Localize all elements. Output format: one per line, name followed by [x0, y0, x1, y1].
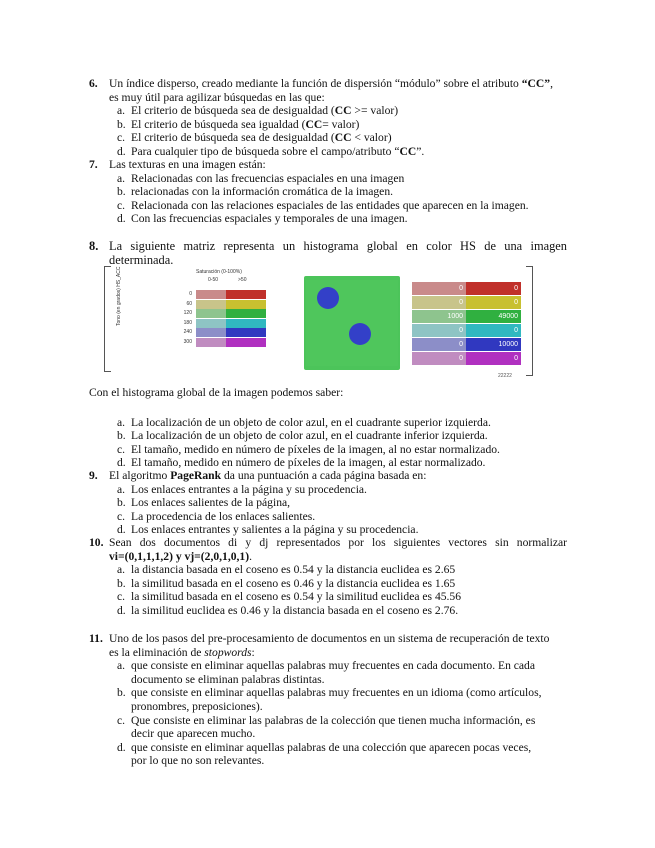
option-d: d. Con las frecuencias espaciales y temporales de una imagen.	[117, 212, 408, 226]
hue-row-label: 180	[183, 319, 192, 326]
hs-cell-high-sat	[226, 300, 266, 309]
question-number: 11.	[89, 632, 103, 645]
count-cell-high-sat: 0	[466, 324, 521, 337]
option-d: d. El tamaño, medido en número de píxeles de la imagen, al estar normalizado.	[117, 456, 486, 470]
histogram-figure	[89, 266, 567, 379]
option-a: a. La localización de un objeto de color azul, en el cuadrante superior izquierda.	[117, 415, 491, 429]
option-b: b. Los enlaces salientes de la página,	[117, 496, 291, 510]
question-8	[89, 239, 567, 267]
col-header-high: >50	[238, 277, 247, 283]
hs-histogram-legend	[104, 266, 290, 370]
question-stem-cont: es la eliminación de stopwords:	[109, 645, 255, 659]
option-b: b. El criterio de búsqueda sea igualdad (CC= valor)	[117, 117, 360, 131]
option-c: c. Que consiste en eliminar las palabras de la colección que tienen mucha información, es decir que aparecen mucho.	[117, 713, 536, 741]
question-number: 10.	[89, 536, 104, 549]
option-a: a. El criterio de búsqueda sea de desigualdad (CC >= valor)	[117, 104, 399, 118]
question-number: 7.	[89, 158, 98, 171]
option-d: d. Para cualquier tipo de búsqueda sobre el campo/atributo “CC”.	[117, 144, 425, 158]
option-b: b. La localización de un objeto de color azul, en el cuadrante inferior izquierda.	[117, 429, 488, 443]
bracket-right	[526, 266, 533, 376]
bracket-left	[104, 266, 111, 372]
option-b: b. la similitud basada en el coseno es 0.46 y la distancia euclidea es 1.65	[117, 576, 456, 590]
hs-cell-low-sat	[196, 328, 226, 337]
option-a: a. que consiste en eliminar aquellas palabras muy frecuentes en cada documento. En cada documento se eliminan palabras distintas.	[117, 659, 536, 686]
hs-cell-high-sat	[226, 328, 266, 337]
count-cell-high-sat: 0	[466, 296, 521, 309]
option-c: c. El tamaño, medido en número de píxeles de la imagen, al no estar normalizado.	[117, 442, 500, 456]
figure-footnote: 22222	[498, 373, 512, 379]
hue-axis-label: Tono (en grados) HS_ACC	[116, 266, 122, 326]
hs-cell-low-sat	[196, 290, 226, 299]
hs-cell-high-sat	[226, 309, 266, 318]
hue-row-label: 60	[186, 300, 192, 307]
question-6	[89, 77, 567, 159]
hs-cell-low-sat	[196, 309, 226, 318]
option-c: c. La procedencia de los enlaces salientes.	[117, 509, 316, 523]
hs-cell-low-sat	[196, 338, 226, 347]
option-d: d. la similitud euclidea es 0.46 y la distancia basada en el coseno es 2.76.	[117, 603, 459, 617]
question-stem: La siguiente matriz representa un histograma global en color HS de una imagen determinada.	[109, 239, 567, 267]
question-stem-cont: es muy útil para agilizar búsquedas en las que:	[109, 90, 325, 104]
hs-cell-high-sat	[226, 319, 266, 328]
option-d: d. que consiste en eliminar aquellas palabras de una colección que aparecen pocas veces, por lo que no son relevantes.	[117, 740, 532, 768]
hs-cell-high-sat	[226, 338, 266, 347]
hue-row-label: 0	[189, 291, 192, 297]
histogram-counts	[412, 282, 525, 379]
hs-cell-low-sat	[196, 319, 226, 328]
blue-circle-top-left	[317, 287, 339, 309]
question-stem: Las texturas en una imagen están:	[109, 158, 266, 171]
count-cell-low-sat: 0	[412, 338, 466, 351]
question-number: 6.	[89, 77, 98, 90]
saturation-title: Saturación (0-100%)	[196, 269, 242, 275]
count-cell-high-sat: 0	[466, 352, 521, 365]
count-cell-high-sat: 49000	[466, 310, 521, 323]
question-8-lead: Con el histograma global de la imagen podemos saber:	[89, 386, 344, 399]
question-stem: Un índice disperso, creado mediante la función de dispersión “módulo” sobre el atributo “CC”,	[109, 77, 553, 90]
sample-image	[304, 276, 400, 370]
question-8-options	[89, 386, 567, 470]
question-stem: Uno de los pasos del pre-procesamiento de documentos en un sistema de recuperación de texto	[109, 632, 550, 645]
option-c: c. Relacionada con las relaciones espaciales de las entidades que aparecen en la imagen.	[117, 198, 529, 212]
blue-circle-bottom-center	[349, 323, 371, 345]
count-cell-low-sat: 0	[412, 282, 466, 295]
count-cell-low-sat: 0	[412, 324, 466, 337]
option-d: d. Los enlaces entrantes y salientes a la página y su procedencia.	[117, 523, 419, 537]
hue-row-label: 300	[183, 339, 192, 345]
hue-row-label: 120	[183, 310, 192, 317]
option-a: a. Los enlaces entrantes a la página y su procedencia.	[117, 482, 367, 496]
count-cell-high-sat: 0	[466, 282, 521, 295]
hs-cell-high-sat	[226, 290, 266, 299]
question-10	[89, 536, 567, 618]
option-c: c. la similitud basada en el coseno es 0.54 y la similitud euclidea es 45.56	[117, 590, 462, 604]
question-stem: Sean dos documentos di y dj representados por los siguientes vectores sin normalizar	[109, 536, 567, 549]
hue-row-label: 240	[183, 329, 192, 336]
option-c: c. El criterio de búsqueda sea de desigualdad (CC < valor)	[117, 131, 392, 145]
hs-cell-low-sat	[196, 300, 226, 309]
option-b: b. que consiste en eliminar aquellas palabras muy frecuentes en un idioma (como artículos, pronombres, preposiciones).	[117, 686, 542, 713]
option-a: a. la distancia basada en el coseno es 0.54 y la distancia euclidea es 2.65	[117, 563, 456, 577]
question-stem: El algoritmo PageRank da una puntuación a cada página basada en:	[109, 469, 427, 482]
question-number: 8.	[89, 239, 99, 253]
count-cell-low-sat: 1000	[412, 310, 466, 323]
col-header-low: 0-50	[208, 277, 219, 283]
count-cell-low-sat: 0	[412, 296, 466, 309]
question-11	[89, 632, 567, 768]
question-7	[89, 158, 567, 226]
count-cell-high-sat: 10000	[466, 338, 521, 351]
question-9	[89, 469, 567, 537]
option-a: a. Relacionadas con las frecuencias espaciales en una imagen	[117, 171, 405, 185]
question-number: 9.	[89, 469, 98, 482]
question-stem-cont: vi=(0,1,1,1,2) y vj=(2,0,1,0,1).	[109, 549, 252, 563]
option-b: b. relacionadas con la información cromática de la imagen.	[117, 185, 394, 199]
count-cell-low-sat: 0	[412, 352, 466, 365]
